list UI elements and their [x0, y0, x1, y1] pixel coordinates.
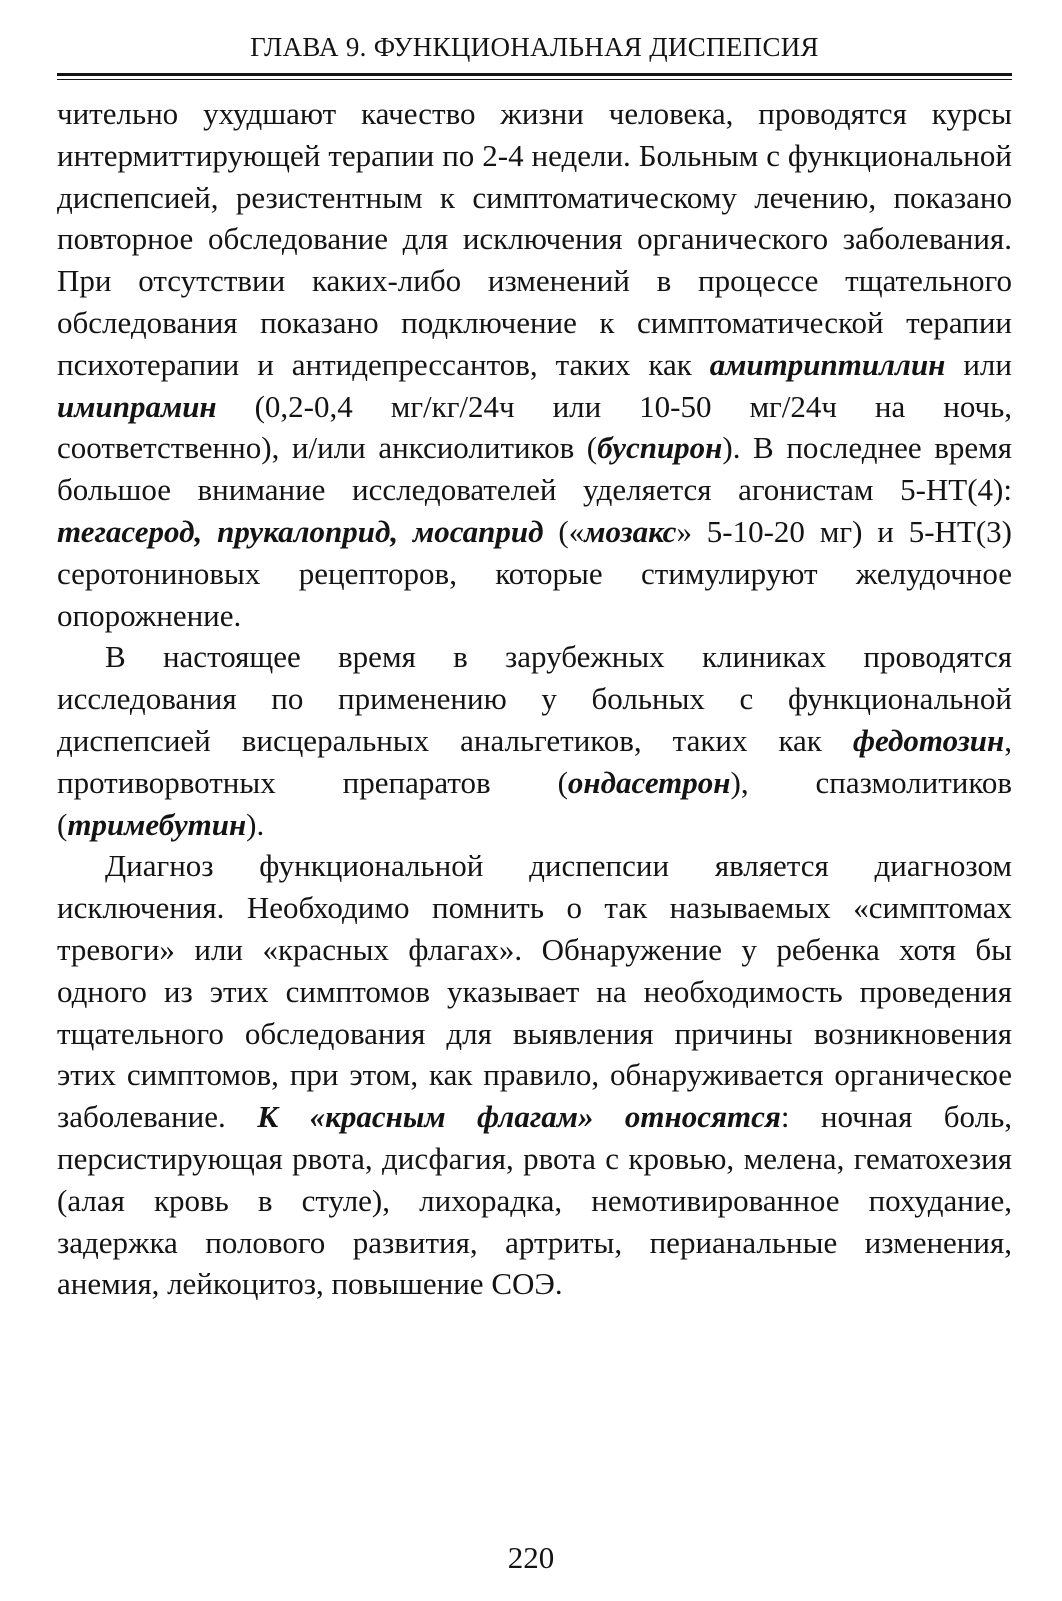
- text-run: : ночная боль, персистирующая рвота, дисфагия, рвота с кровью, мелена, гематохезия (алая кровь в стуле), лихорадка, немотивированное похудание, задержка полового развития, артриты, перианальные изменения, анемия, лейкоцитоз, повышение СОЭ.: [57, 1099, 1012, 1302]
- text-run: ).: [246, 806, 265, 842]
- body-text: [57, 93, 1012, 1305]
- header-rule-thick: [57, 73, 1012, 76]
- text-run: » 5-10-20 мг) и 5-НТ(3) серотониновых рецепторов, которые стимулируют желудочное опорожнение.: [57, 513, 1013, 633]
- text-run: Диагноз функциональной диспепсии является диагнозом исключения. Необходимо помнить о так называемых «симптомах тревоги» или «красных флагах». Обнаружение у ребенка хотя бы одного из этих симптомов указывает на необходимость проведения тщательного обследования для выявления причины возникновения этих симптомов, при этом, как правило, обнаруживается органическое заболевание.: [57, 848, 1012, 1135]
- drug-name-trimebutine: тримебутин: [67, 806, 247, 842]
- text-run: В настоящее время в зарубежных клиниках проводятся исследования по применению у больных с функциональной диспепсией висцеральных анальгетиков, таких как: [57, 639, 1012, 758]
- page-number: 220: [507, 1540, 555, 1575]
- text-run: (0,2-0,4 мг/кг/24ч или 10-50 мг/24ч на ночь, соответственно), и/или анксиолитиков (: [57, 388, 1012, 466]
- drug-names-5ht4-agonists: тегасерод, прукалоприд, мосаприд: [57, 513, 544, 549]
- text-run: или: [945, 346, 1012, 382]
- paragraph-1: [57, 93, 1012, 636]
- paragraph-3: [57, 845, 1012, 1305]
- drug-name-buspirone: буспирон: [597, 430, 723, 466]
- drug-name-fedotozine: федотозин: [852, 722, 1005, 758]
- running-header: ГЛАВА 9. ФУНКЦИОНАЛЬНАЯ ДИСПЕПСИЯ: [250, 32, 819, 62]
- text-run: , противорвотных препаратов (: [57, 722, 1012, 800]
- drug-name-mozaks: мозакс: [584, 513, 677, 549]
- drug-name-ondansetron: ондасетрон: [567, 764, 731, 800]
- paragraph-2: [57, 636, 1012, 845]
- drug-name-amitriptyline: амитриптиллин: [709, 346, 946, 382]
- drug-name-imipramine: имипрамин: [57, 388, 217, 424]
- text-run: ), спазмолитиков (: [57, 764, 1012, 842]
- text-run: («: [543, 513, 585, 549]
- text-run: чительно ухудшают качество жизни человека, проводятся курсы интермиттирующей терапии по 2-4 недели. Больным с функциональной диспепсией, резистентным к симптоматическому лечению, показано повторное обследование для исключения органического заболевания. При отсутствии каких-либо изменений в процессе тщательного обследования показано подключение к симптоматической терапии психотерапии и антидепрессантов, таких как: [57, 96, 1012, 382]
- header-rule-thin: [57, 79, 1012, 80]
- red-flags-heading: К «красным флагам» относятся: [257, 1099, 781, 1135]
- text-run: ). В последнее время большое внимание исследователей уделяется агонистам 5-НТ(4):: [57, 430, 1012, 508]
